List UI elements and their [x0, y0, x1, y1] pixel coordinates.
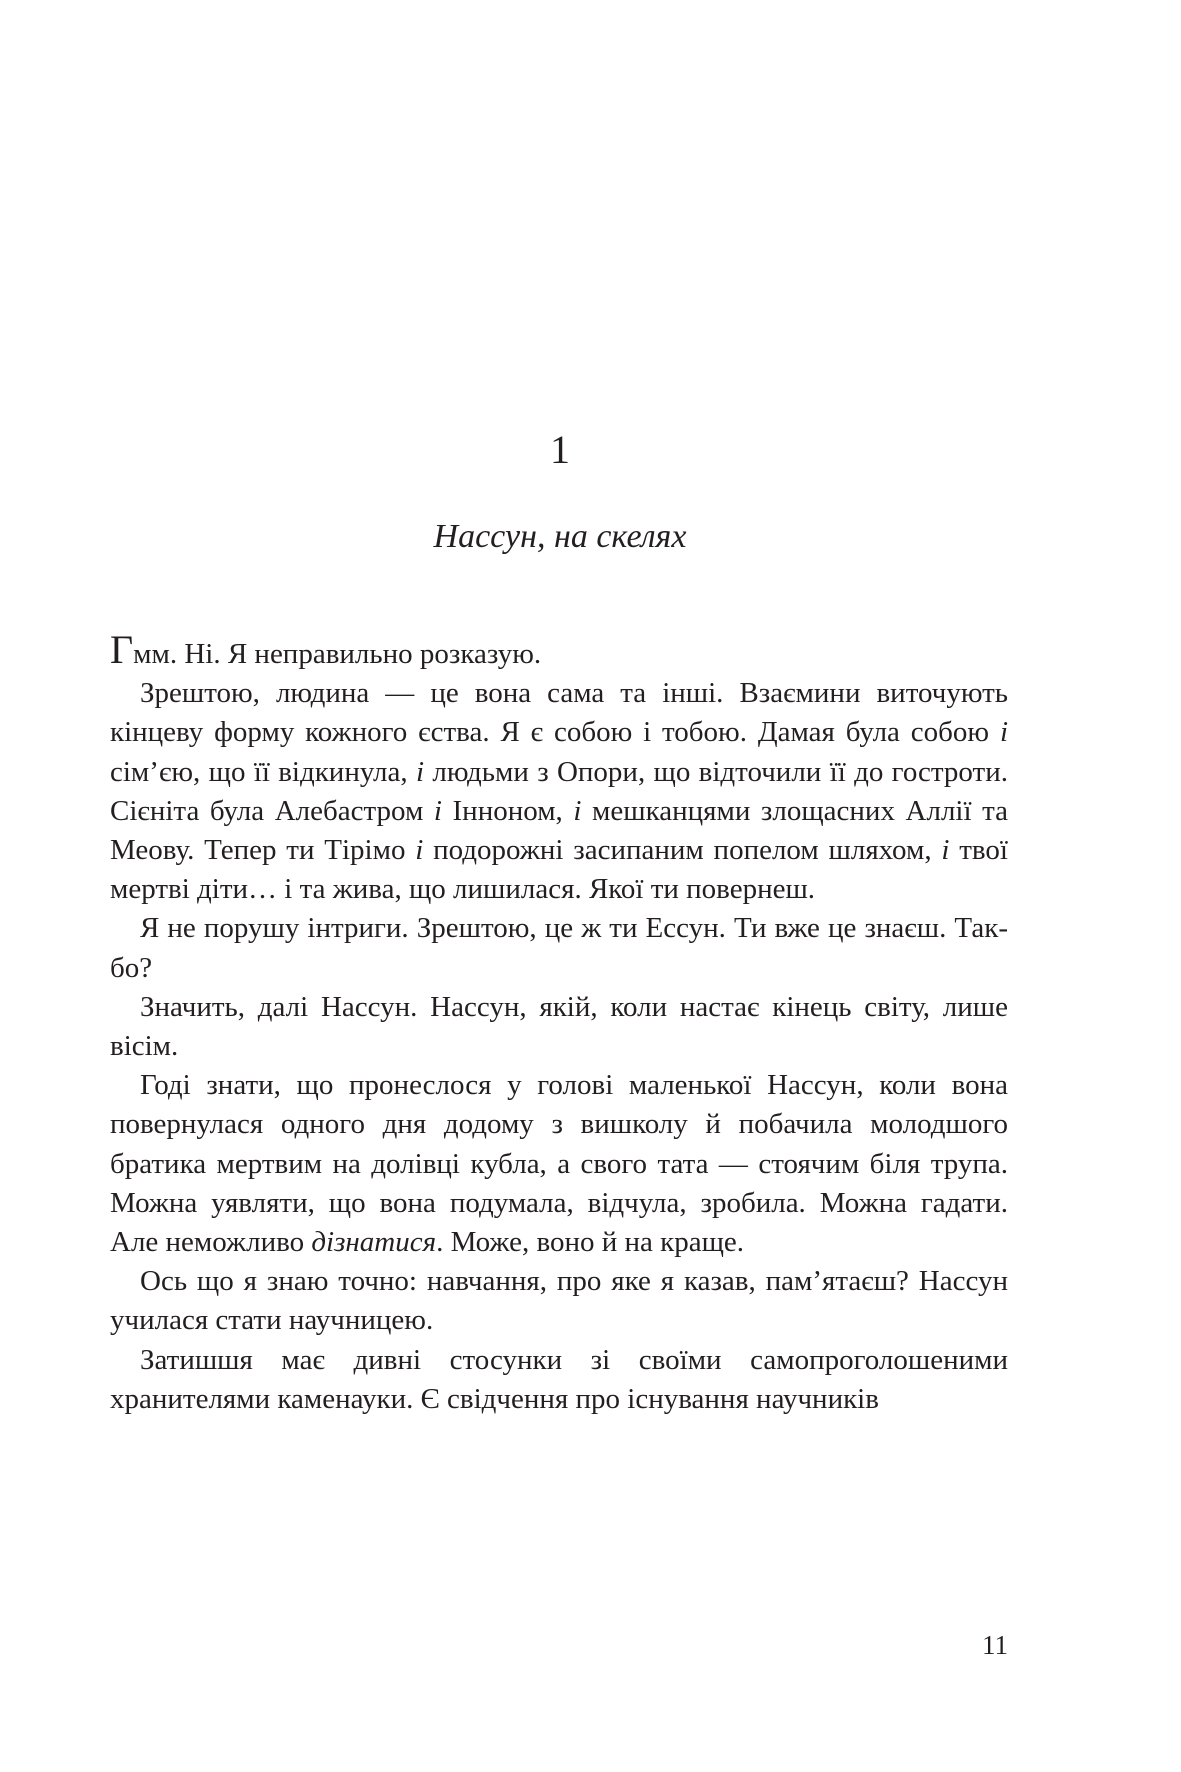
drop-cap: Г — [110, 627, 134, 672]
paragraph-5 — [110, 1066, 1008, 1262]
emphasis: і — [941, 834, 950, 867]
paragraph-text: мм. Ні. Я неправильно розказую. — [133, 638, 542, 670]
paragraph-7: Затишшя має дивні стосунки зі своїми самопроголошеними хранителями каменауки. Є свідчення про існування научників — [110, 1343, 1008, 1415]
emphasis: дізнатися — [311, 1226, 437, 1259]
chapter-title: Нассун, на скелях — [433, 518, 687, 555]
paragraph-text: . Може, воно й на краще. — [436, 1226, 745, 1259]
emphasis: і — [415, 755, 425, 788]
emphasis: і — [999, 716, 1008, 749]
chapter-number: 1 — [550, 427, 570, 472]
paragraph-text: твої мертві діти… і та жива, що лишилася. Якої ти повернеш. — [110, 834, 1008, 906]
chapter-body — [110, 627, 1009, 1419]
emphasis: і — [433, 794, 442, 827]
page-number: 11 — [982, 1630, 1008, 1660]
paragraph-text: мешканцями злощасних Аллії та Меову. Тепер ти Тірімо — [110, 794, 1009, 867]
emphasis: і — [573, 794, 582, 827]
paragraph-text: людьми з Опори, що відточили її до гостроти. Сієніта була Алебастром — [110, 755, 1008, 827]
emphasis: і — [415, 834, 424, 867]
paragraph-text: подорожні засипаним попелом шляхом, — [423, 834, 942, 867]
paragraph-2 — [110, 674, 1008, 909]
paragraph-4: Значить, далі Нассун. Нассун, якій, коли настає кінець світу, лише вісім. — [110, 990, 1008, 1063]
paragraph-1 — [110, 627, 1008, 674]
paragraph-text: сім’єю, що її відкинула, — [110, 755, 416, 788]
paragraph-text: Годі знати, що пронеслося у голові маленької Нассун, коли вона повернулася одного дня додому з вишколу й побачила молодшого братика мертвим на долівці кубла, а свого тата — стоячим біля трупа. Можна уявляти, що вона подумала, відчула, зробила. Можна гадати. Але неможливо — [110, 1069, 1008, 1259]
paragraph-3: Я не порушу інтриги. Зрештою, це ж ти Ессун. Ти вже це знаєш. Так-бо? — [110, 912, 1008, 984]
paragraph-text: Інноном, — [441, 794, 574, 827]
paragraph-text: Зрештою, людина — це вона сама та інші. Взаємини виточують кінцеву форму кожного єства. Я є собою і тобою. Дамая була собою — [110, 677, 1008, 749]
paragraph-6: Ось що я знаю точно: навчання, про яке я казав, пам’ятаєш? Нассун училася стати научницею. — [110, 1265, 1008, 1337]
